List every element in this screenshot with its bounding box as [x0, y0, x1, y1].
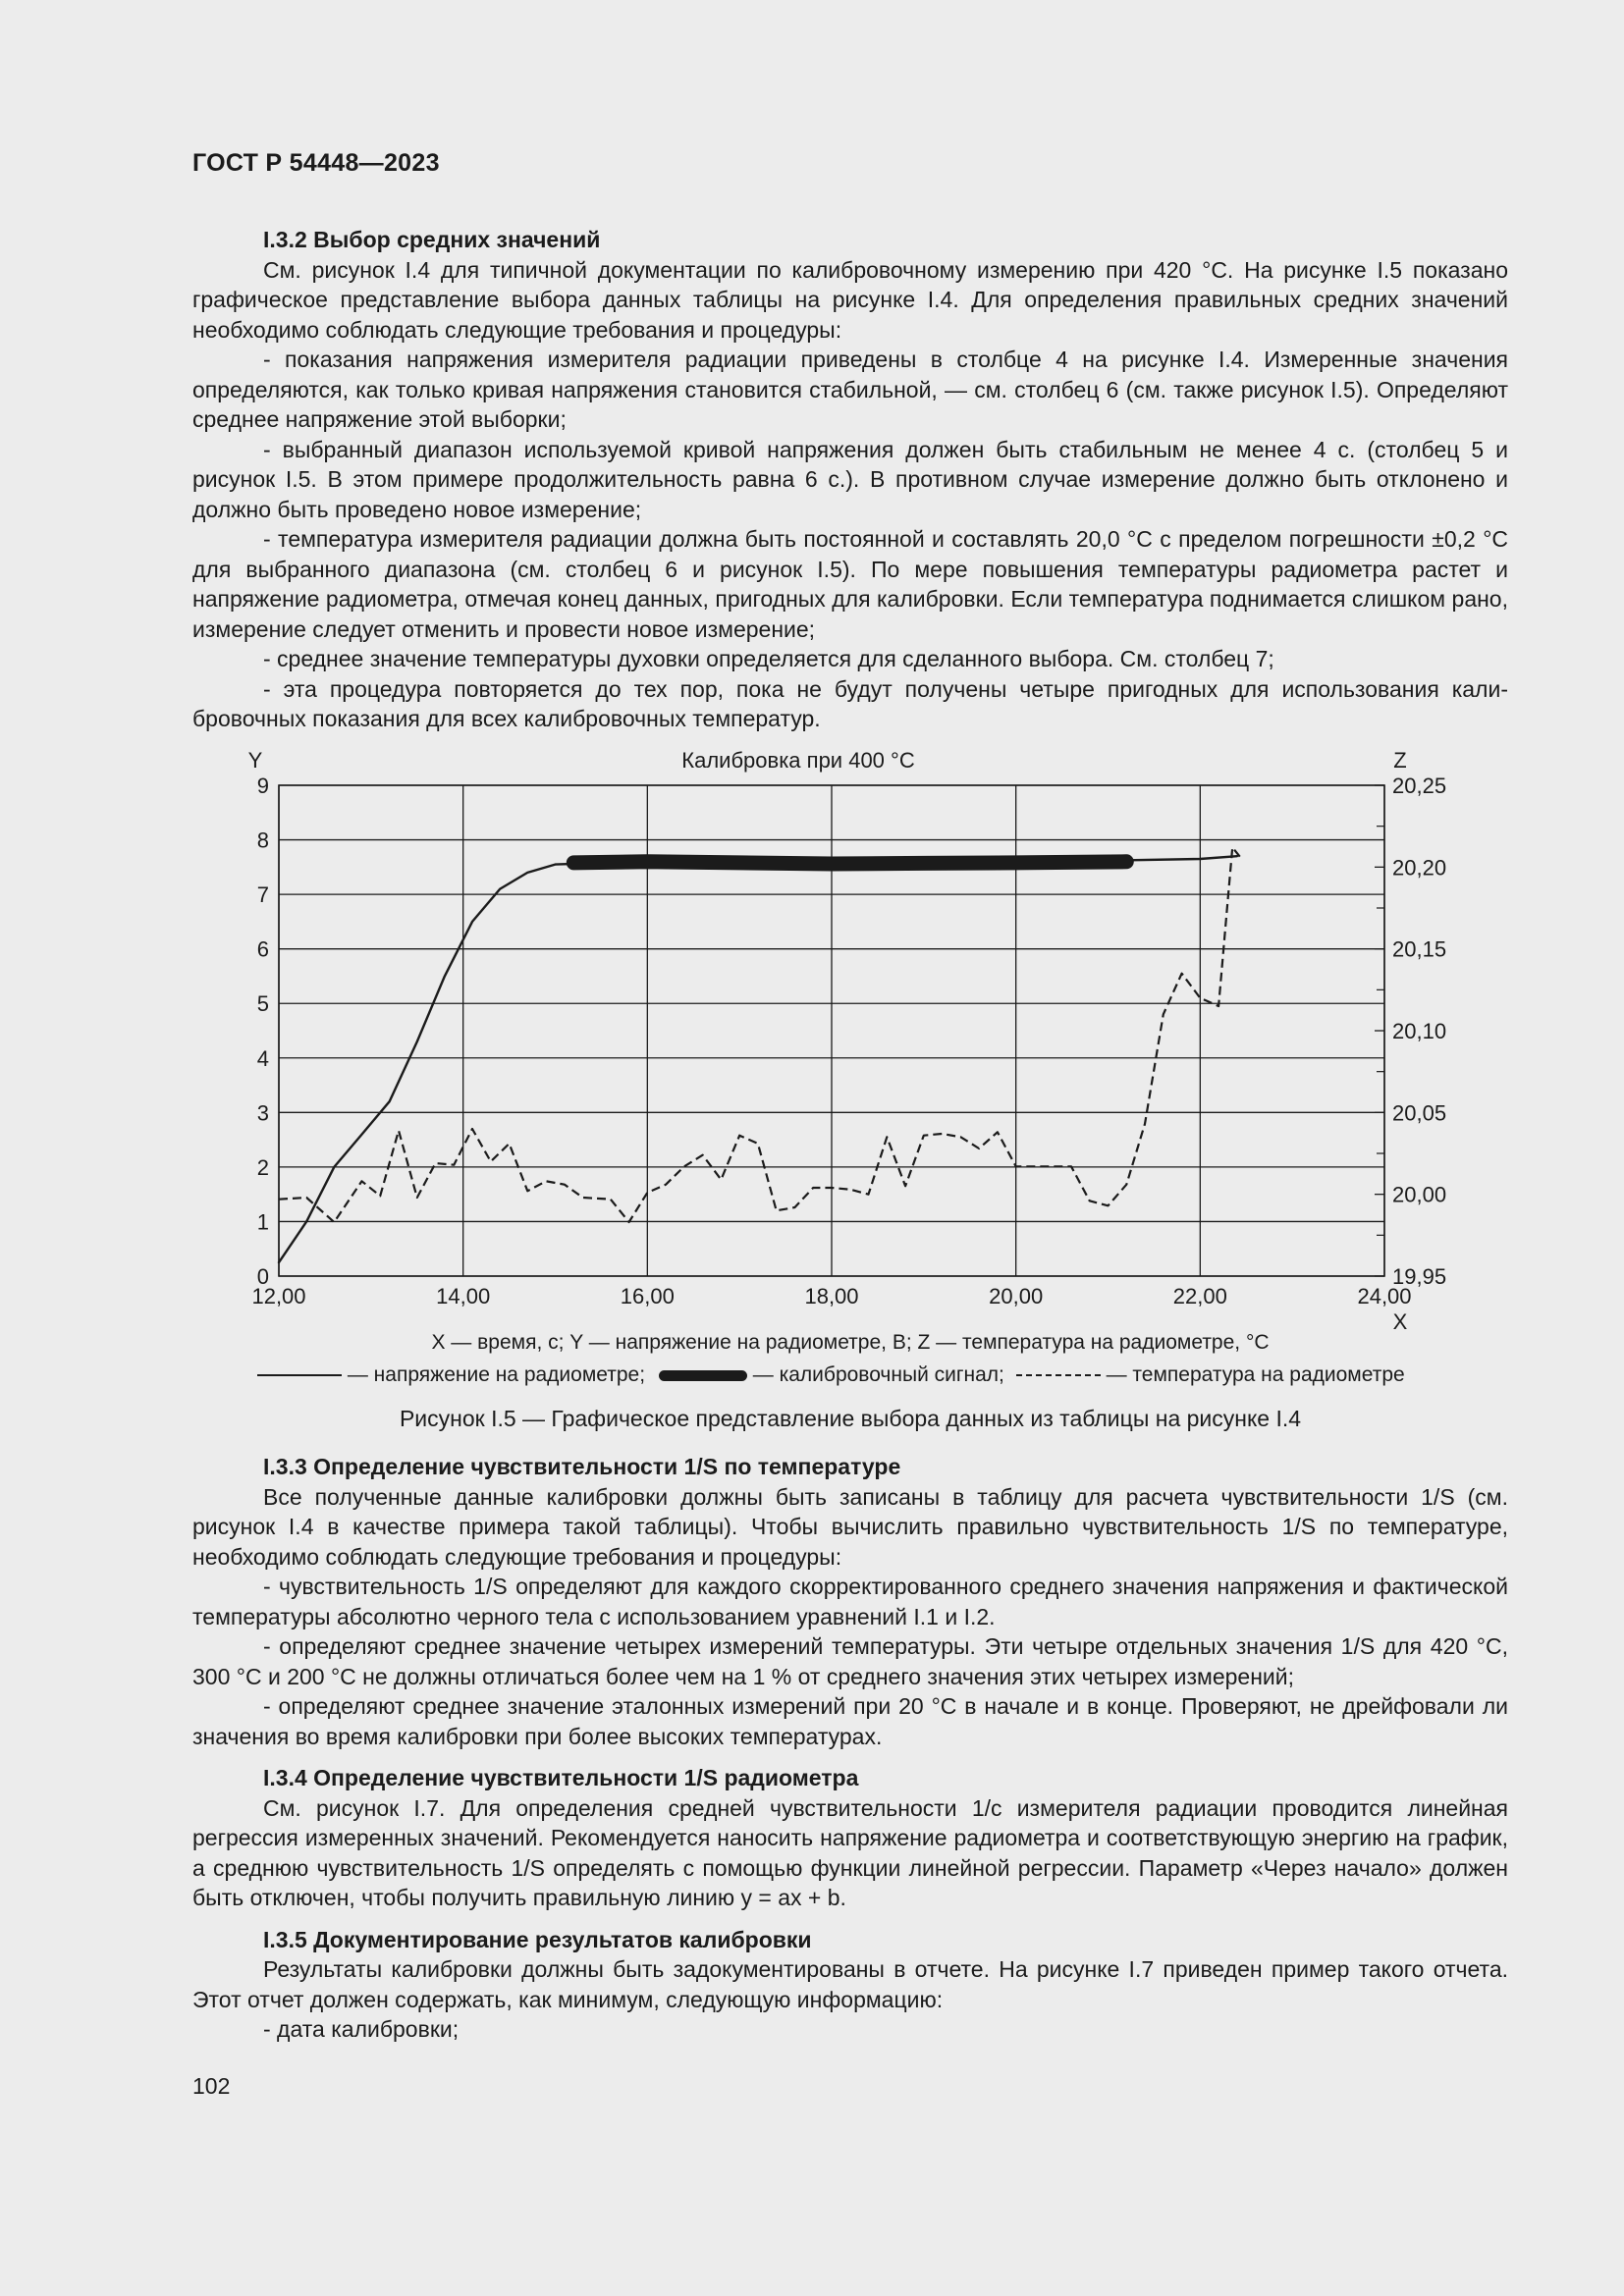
list-item: - определяют среднее значение четырех измерений температуры. Эти четыре отдельных значения 1/S для 420 °С, 300 °С и 200 °С не должны отличаться более чем на 1 % от среднего значения этих четырех измерений;	[192, 1633, 1508, 1689]
x-tick-label: 20,00	[989, 1284, 1044, 1308]
section-1-3-2	[192, 225, 1508, 734]
y-tick-label: 7	[256, 882, 269, 908]
y-tick-label: 5	[256, 991, 269, 1017]
calibration-signal-band	[573, 862, 1126, 864]
paragraph: Все полученные данные калибровки должны быть записаны в таблицу для расчета чувствительности 1/S (см. рисунок I.4 в качестве примера такой таблицы). Чтобы вычислить правильно чувствительность 1/S по температуре, необходимо соблюдать следующие требования и процедуры:	[192, 1483, 1508, 1570]
figure-caption: Рисунок I.5 — Графическое представление выбора данных из таблицы на рисунке I.4	[399, 1406, 1302, 1431]
section-heading: I.3.5 Документирование результатов калибровки	[263, 1926, 812, 1952]
y-tick-label: 6	[256, 936, 269, 962]
y-tick-label: 8	[256, 828, 269, 853]
x-axis-letter: X	[1392, 1309, 1408, 1333]
x-tick-label: 14,00	[436, 1284, 491, 1308]
list-item: - чувствительность 1/S определяют для каждого скорректированного среднего значения напряжения и фактической температуры абсолютно черного тела с использованием уравнений I.1 и I.2.	[192, 1574, 1508, 1629]
list-item: - показания напряжения измерителя радиации приведены в столбце 4 на рисунке I.4. Измеренные значения определяются, как только кривая напряжения становится стабильной, — см. столбец 6 (см. также рисунок I.5). Определяют среднее напряжение этой выборки;	[192, 347, 1508, 432]
legend-dashed-label: — температура на радиометре	[1106, 1363, 1405, 1386]
paragraph: Результаты калибровки должны быть задокументированы в отчете. На рисунке I.7 приведен пример такого отчета. Этот отчет должен содержать, как минимум, следующую информацию:	[192, 1956, 1508, 2012]
z-tick-label: 19,95	[1392, 1264, 1447, 1289]
sections-1-3-3-to-1-3-5	[192, 1452, 1508, 2045]
chart-title: Калибровка при 400 °С	[681, 748, 915, 773]
z-tick-label: 20,15	[1392, 936, 1447, 962]
section-heading: I.3.3 Определение чувствительности 1/S по температуре	[263, 1454, 901, 1479]
y-tick-label: 2	[256, 1154, 269, 1180]
y-axis-letter: Y	[247, 748, 263, 773]
x-tick-label: 22,00	[1172, 1284, 1227, 1308]
y-tick-label: 1	[256, 1209, 269, 1235]
page-number: 102	[192, 2073, 231, 2099]
y-tick-label: 4	[256, 1045, 269, 1071]
legend-thick-swatch	[659, 1370, 747, 1381]
z-tick-label: 20,05	[1392, 1100, 1447, 1126]
list-item: - температура измерителя радиации должна быть постоянной и составлять 20,0 °С с пределом погрешности ±0,2 °С для выбранного диапазона (см. столбец 6 и рисунок I.5). По мере повышения температуры радиометра растет и напряжение радиометра, отмечая конец данных, пригодных для калибровки. Если температура поднимается слишком рано, измерение следует отменить и провести новое измерение;	[192, 526, 1508, 642]
x-tick-label: 18,00	[804, 1284, 859, 1308]
y-tick-label: 9	[256, 774, 269, 798]
z-tick-label: 20,20	[1392, 855, 1447, 881]
temperature-line	[279, 847, 1242, 1222]
chart-legend	[257, 1363, 1405, 1387]
x-tick-label: 24,00	[1357, 1284, 1412, 1308]
paragraph: См. рисунок I.7. Для определения средней чувствительности 1/с измерителя радиации проводится линейная регрессия измеренных значений. Рекомендуется наносить напряжение радиометра и соответствующую энергию на график, а среднюю чувствительность 1/S определять с помощью функции линейной регрессии. Параметр «Через начало» должен быть отключен, чтобы получить правильную линию y = ax + b.	[192, 1794, 1508, 1910]
list-item: - дата калибровки;	[263, 2016, 460, 2042]
list-item: - определяют среднее значение эталонных измерений при 20 °С в начале и в конце. Проверяют, не дрейфовали ли значения во время калибровки при более высоких температурах.	[192, 1693, 1508, 1749]
z-axis-letter: Z	[1393, 748, 1407, 773]
list-item: - эта процедура повторяется до тех пор, пока не будут получены четыре пригодных для использования калибровочных показания для всех калибровочных температур.	[192, 675, 1508, 731]
y-tick-label: 0	[256, 1264, 269, 1289]
legend-thick-label: — калибровочный сигнал;	[752, 1363, 1004, 1386]
legend-dashed-swatch	[1016, 1374, 1101, 1376]
standard-header: ГОСТ Р 54448—2023	[192, 149, 440, 177]
section-heading: I.3.4 Определение чувствительности 1/S радиометра	[263, 1765, 859, 1790]
section-heading: I.3.2 Выбор средних значений	[263, 227, 601, 252]
z-tick-label: 20,25	[1392, 774, 1447, 798]
x-tick-label: 12,00	[251, 1284, 306, 1308]
z-tick-label: 20,10	[1392, 1019, 1447, 1043]
paragraph: См. рисунок I.4 для типичной документации по калибровочному измерению при 420 °С. На рисунке I.5 показано графическое представление выбора данных таблицы на рисунке I.4. Для определения правильных средних значений необходимо соблюдать следующие требования и процедуры:	[192, 256, 1508, 343]
x-tick-label: 16,00	[620, 1284, 675, 1308]
list-item: - среднее значение температуры духовки определяется для сделанного выбора. См. столбец 7;	[263, 646, 1274, 671]
calibration-chart	[192, 744, 1489, 1333]
list-item: - выбранный диапазон используемой кривой напряжения должен быть стабильным не менее 4 с. (столбец 5 и рисунок I.5. В этом примере продолжительность равна 6 с.). В противном случае измерение должно быть отклонено и должно быть проведено новое измерение;	[192, 436, 1508, 522]
y-tick-label: 3	[256, 1100, 269, 1126]
axes-caption: X — время, с; Y — напряжение на радиометре, В; Z — температура на радиометре, °С	[431, 1331, 1270, 1354]
legend-solid-swatch	[257, 1374, 342, 1376]
legend-solid-label: — напряжение на радиометре;	[347, 1363, 646, 1386]
z-tick-label: 20,00	[1392, 1182, 1447, 1207]
